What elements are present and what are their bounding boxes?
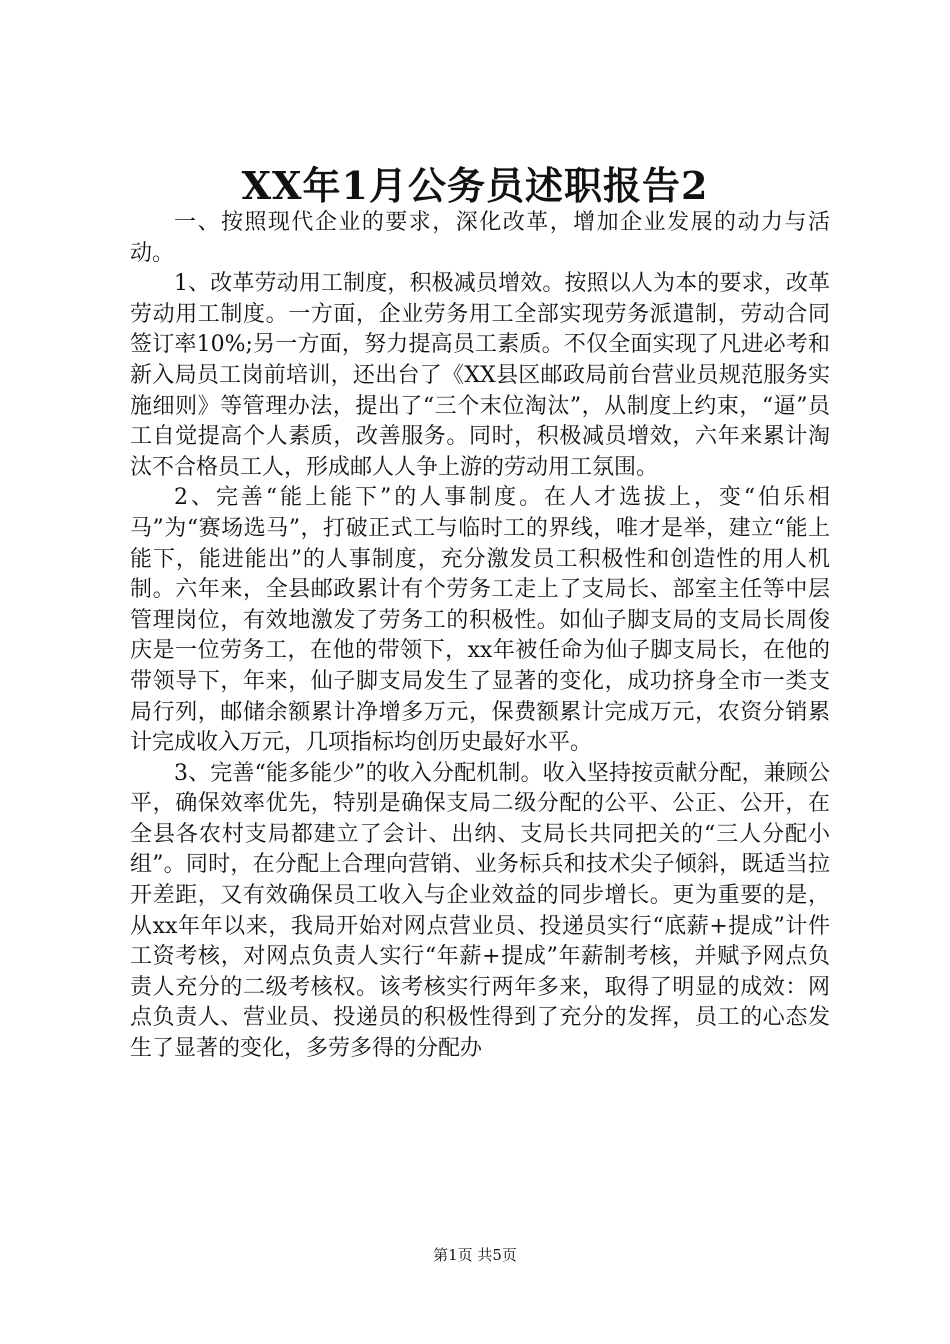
document-title: XX年1月公务员述职报告2 (241, 163, 709, 208)
paragraph-2: 1、改革劳动用工制度，积极减员增效。按照以人为本的要求，改革劳动用工制度。一方面，企业劳务用工全部实现劳务派遣制，劳动合同签订率10%;另一方面，努力提高员工素质。不仅全面实现了凡进必考和新入局员工岗前培训，还出台了《XX县区邮政局前台营业员规范服务实施细则》等管理办法，提出了“三个末位淘汰”，从制度上约束，“逼”员工自觉提高个人素质，改善服务。同时，积极减员增效，六年来累计淘汰不合格员工人，形成邮人人争上游的劳动用工氛围。 (130, 271, 830, 480)
page-footer: 第1页 共5页 (433, 1246, 517, 1264)
document-body (130, 208, 830, 1065)
paragraph-1: 一、按照现代企业的要求，深化改革，增加企业发展的动力与活动。 (130, 210, 830, 266)
paragraph-3: 2、完善“能上能下”的人事制度。在人才选拔上，变“伯乐相马”为“赛场选马”，打破正式工与临时工的界线，唯才是举，建立“能上能下，能进能出”的人事制度，充分激发员工积极性和创造性的用人机制。六年来，全县邮政累计有个劳务工走上了支局长、部室主任等中层管理岗位，有效地激发了劳务工的积极性。如仙子脚支局的支局长周俊庆是一位劳务工，在他的带领下，xx年被任命为仙子脚支局长，在他的带领导下，年来，仙子脚支局发生了显著的变化，成功挤身全市一类支局行列，邮储余额累计净增多万元，保费额累计完成万元，农资分销累计完成收入万元，几项指标均创历史最好水平。 (130, 485, 830, 756)
paragraph-4: 3、完善“能多能少”的收入分配机制。收入坚持按贡献分配，兼顾公平，确保效率优先，特别是确保支局二级分配的公平、公正、公开，在全县各农村支局都建立了会计、出纳、支局长共同把关的“三人分配小组”。同时，在分配上合理向营销、业务标兵和技术尖子倾斜，既适当拉开差距，又有效确保员工收入与企业效益的同步增长。更为重要的是，从xx年年以来，我局开始对网点营业员、投递员实行“底薪+提成”计件工资考核，对网点负责人实行“年薪+提成”年薪制考核，并赋予网点负责人充分的二级考核权。该考核实行两年多来，取得了明显的成效：网点负责人、营业员、投递员的积极性得到了充分的发挥，员工的心态发生了显著的变化，多劳多得的分配办 (130, 760, 830, 1062)
